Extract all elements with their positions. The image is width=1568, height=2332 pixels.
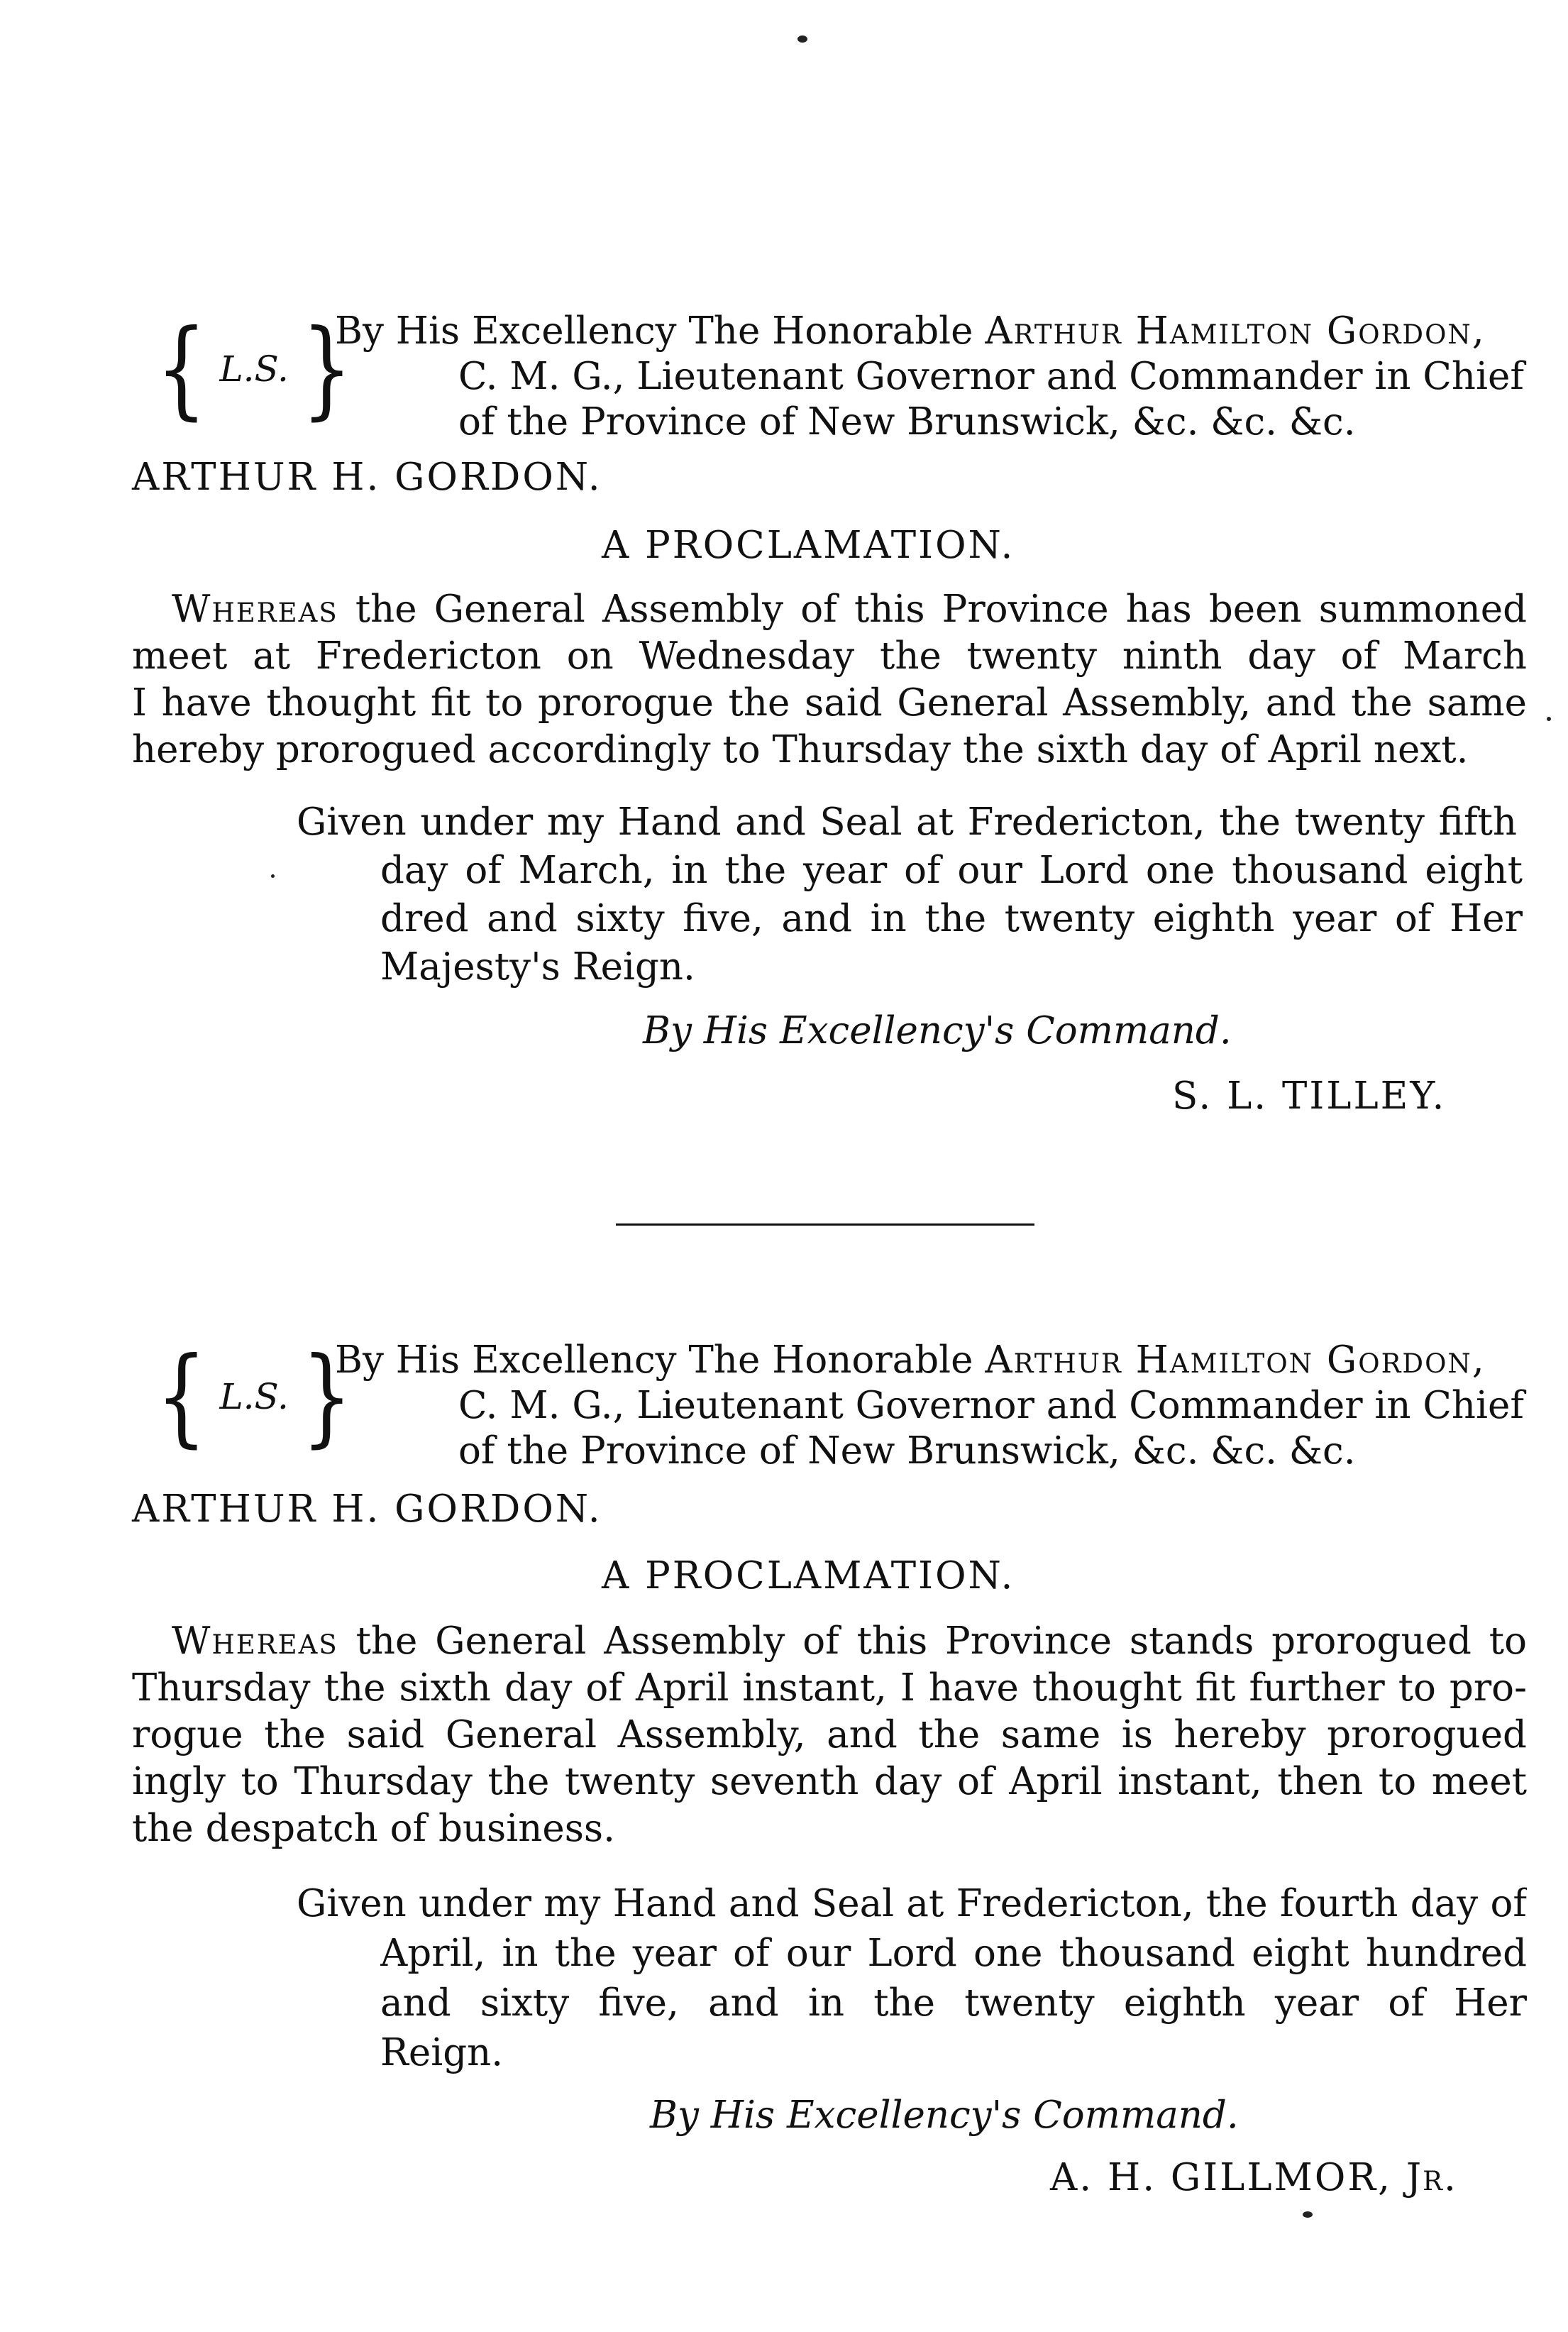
preamble-line-2: C. M. G., Lieutenant Governor and Commander in Chief [458, 355, 1524, 398]
seal-label: L.S. [219, 348, 289, 390]
preamble-text: By His Excellency The Honorable [335, 309, 985, 353]
given-line-1: Given under my Hand and Seal at Fredericton, the twenty fifth [297, 801, 1517, 844]
body-text: the General Assembly of this Province has been summoned [355, 588, 1527, 631]
body-line-4: hereby prorogued accordingly to Thursday the sixth day of April next. [132, 728, 1469, 771]
section-divider [616, 1223, 1034, 1226]
body-line-3: I have thought fit to prorogue the said General Assembly, and the same [132, 681, 1527, 725]
given-line-4: Reign. [380, 2031, 504, 2074]
seal-mark [148, 307, 360, 431]
body-line-5: the despatch of business. [132, 1807, 615, 1850]
preamble-line-1 [335, 1337, 1527, 1384]
preamble-punct: , [1472, 1338, 1484, 1382]
seal-mark [148, 1335, 360, 1458]
preamble-line-3: of the Province of New Brunswick, &c. &c. &c. [458, 1429, 1356, 1473]
seal-label: L.S. [219, 1376, 289, 1417]
body-line-2: Thursday the sixth day of April instant, I have thought fit further to pro- [132, 1666, 1527, 1710]
preamble-punct: , [1472, 309, 1484, 353]
right-brace: } [301, 307, 353, 431]
given-line-2: April, in the year of our Lord one thousand eight hundred [380, 1932, 1527, 1975]
command-line: By His Excellency's Command. [650, 2094, 1239, 2137]
signatory-name: S. L. TILLEY. [1172, 1074, 1447, 1118]
given-line-2: day of March, in the year of our Lord one thousand eight [380, 849, 1523, 892]
scan-speck [1303, 2211, 1313, 2218]
scan-speck [1547, 717, 1551, 721]
body-line-1 [172, 586, 1527, 633]
body-line-4: ingly to Thursday the twenty seventh day of April instant, then to meet [132, 1760, 1527, 1803]
signatory-suffix: Jr. [1406, 2156, 1457, 2199]
preamble-text: By His Excellency The Honorable [335, 1338, 985, 1382]
right-brace: } [301, 1335, 353, 1458]
command-line: By His Excellency's Command. [643, 1009, 1232, 1052]
given-line-4: Majesty's Reign. [380, 945, 695, 989]
preamble-line-2: C. M. G., Lieutenant Governor and Commander in Chief [458, 1384, 1524, 1427]
governor-signature: ARTHUR H. GORDON. [132, 456, 602, 499]
governor-full-name: Arthur Hamilton Gordon [985, 309, 1472, 353]
preamble-line-3: of the Province of New Brunswick, &c. &c. &c. [458, 400, 1356, 444]
signatory [1050, 2155, 1457, 2201]
body-line-3: rogue the said General Assembly, and the same is hereby prorogued [132, 1713, 1527, 1756]
governor-signature: ARTHUR H. GORDON. [132, 1487, 602, 1531]
governor-full-name: Arthur Hamilton Gordon [985, 1338, 1472, 1382]
given-line-1: Given under my Hand and Seal at Fredericton, the fourth day of [297, 1882, 1527, 1925]
given-line-3: dred and sixty five, and in the twenty eighth year of Her [380, 897, 1523, 940]
body-text: the General Assembly of this Province stands prorogued to [338, 1619, 1527, 1663]
preamble-line-1 [335, 308, 1527, 355]
left-brace: { [155, 307, 207, 431]
body-line-2: meet at Fredericton on Wednesday the twenty ninth day of March [132, 634, 1527, 678]
proclamation-heading: A PROCLAMATION. [602, 524, 1015, 567]
signatory [1172, 1073, 1446, 1120]
proclamation-heading: A PROCLAMATION. [602, 1554, 1015, 1597]
given-line-3: and sixty five, and in the twenty eighth year of Her [380, 1981, 1527, 2025]
body-line-1 [172, 1618, 1527, 1665]
scan-speck [271, 874, 275, 878]
opening-word: Whereas [172, 588, 338, 631]
left-brace: { [155, 1335, 207, 1458]
signatory-name: A. H. GILLMOR, [1050, 2156, 1406, 2199]
scan-speck [797, 35, 807, 43]
opening-word: Whereas [172, 1619, 338, 1663]
